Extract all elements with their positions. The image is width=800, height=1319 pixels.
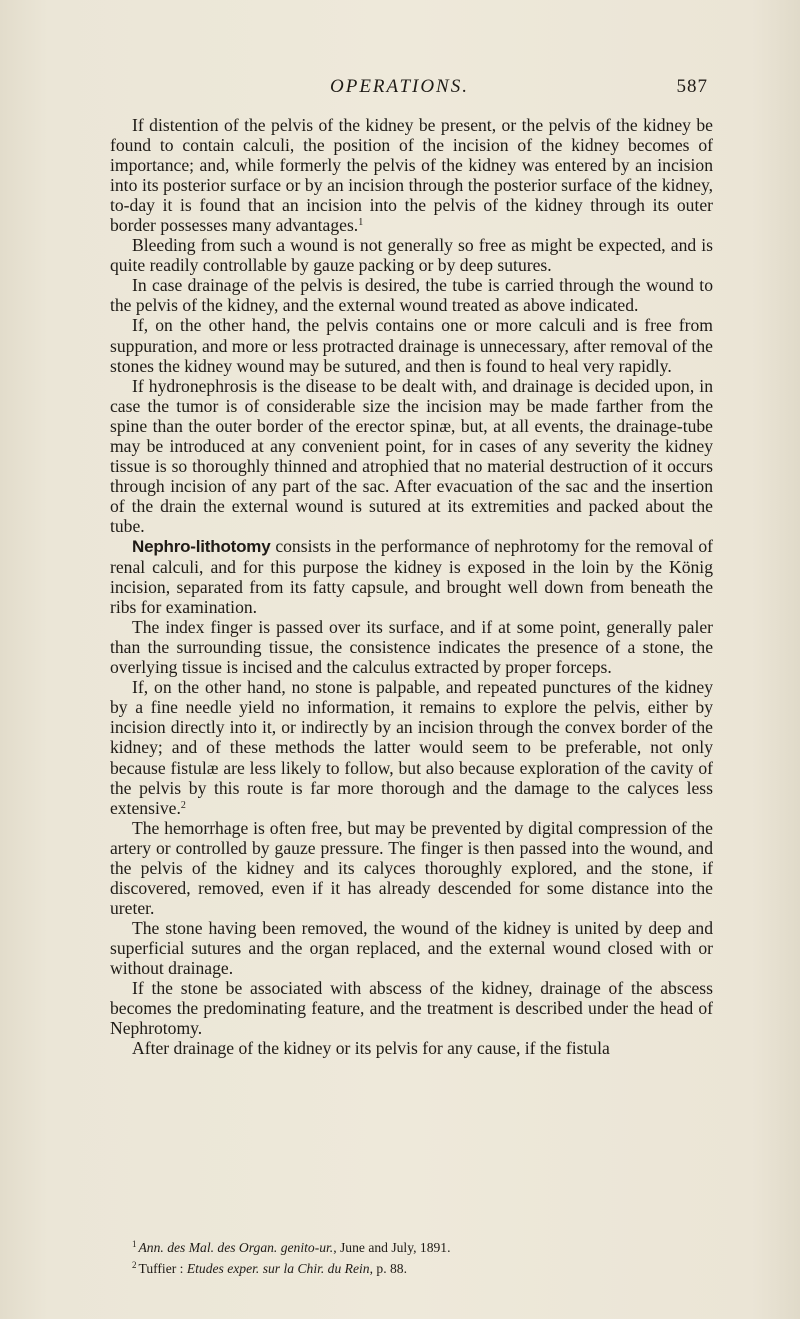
footnote-mark: 1 xyxy=(132,1239,137,1249)
paragraph-text: If, on the other hand, the pelvis contains one or more calculi and is free from suppuration, and more or less protracted drainage is unnecessary, after removal of the stones the kidney wound may be sutured, and then is found to heal very rapidly. xyxy=(110,315,713,376)
footnote-ref: 2 xyxy=(180,799,186,811)
paragraph xyxy=(110,235,713,275)
footnote-details: , June and July, 1891. xyxy=(333,1240,451,1255)
footnote xyxy=(110,1257,713,1278)
paragraph-text: In case drainage of the pelvis is desired, the tube is carried through the wound to the pelvis of the kidney, and the external wound treated as above indicated. xyxy=(110,275,713,316)
body-text xyxy=(110,115,713,1058)
paragraph-text: If the stone be associated with abscess of the kidney, drainage of the abscess becomes the predominating feature, and the treatment is described under the head of Nephrotomy. xyxy=(110,978,713,1039)
footnote-author: Tuffier : xyxy=(138,1260,187,1276)
paragraph-text: If, on the other hand, no stone is palpable, and repeated punctures of the kidney by a fine needle yield no information, it remains to explore the pelvis, either by incision directly into it, or indirectly by an incision through the convex border of the kidney; and of these methods the latter would seem to be preferable, not only because fistulæ are less likely to follow, but also because exploration of the cavity of the pelvis by this route is far more thorough and the damage to the calyces less extensive. xyxy=(110,677,713,818)
paragraph xyxy=(110,536,713,617)
paragraph-text: The index finger is passed over its surface, and if at some point, generally paler than the surrounding tissue, the consistence indicates the presence of a stone, the overlying tissue is incised and the calculus extracted by proper forceps. xyxy=(110,617,713,678)
paragraph xyxy=(110,275,713,315)
footnote-ref: 1 xyxy=(358,217,364,229)
paragraph xyxy=(110,115,713,235)
paragraph xyxy=(110,376,713,536)
paragraph xyxy=(110,617,713,677)
paragraph xyxy=(110,978,713,1038)
paragraph-text: The stone having been removed, the wound of the kidney is united by deep and superficial sutures and the organ replaced, and the external wound closed with or without drainage. xyxy=(110,917,713,978)
paragraph-text: The hemorrhage is often free, but may be prevented by digital compression of the artery or controlled by gauze pressure. The finger is then passed into the wound, and the pelvis of the kidney and its calyces thoroughly explored, and the stone, if discovered, removed, even if it has already descended for some distance into the ureter. xyxy=(110,817,713,918)
paragraph xyxy=(110,1038,713,1058)
section-run-in-heading: Nephro-lithotomy xyxy=(132,536,271,556)
footnote-details: , p. 88. xyxy=(369,1260,407,1276)
running-head xyxy=(0,76,800,100)
paragraph xyxy=(110,818,713,918)
footnote-source: Ann. des Mal. des Organ. genito-ur. xyxy=(138,1240,334,1255)
paragraph-text: consists in the performance of nephrotomy for the removal of renal calculi, and for this purpose the kidney is exposed in the loin by the König incision, separated from its fatty capsule, and brought well down from beneath the ribs for examination. xyxy=(110,535,713,618)
footnotes xyxy=(110,1236,713,1277)
paragraph-text: Bleeding from such a wound is not generally so free as might be expected, and is quite readily controllable by gauze packing or by deep sutures. xyxy=(110,235,713,276)
running-title: OPERATIONS. xyxy=(330,76,469,97)
footnote-source: Etudes exper. sur la Chir. du Rein xyxy=(186,1260,370,1276)
paragraph-text: If hydronephrosis is the disease to be dealt with, and drainage is decided upon, in case the tumor is of considerable size the incision may be made farther from the spine than the outer border of the erector spinæ, but, at all events, the drainage-tube may be introduced at any convenient point, for in cases of any severity the kidney tissue is so thoroughly thinned and atrophied that no material destruction of it occurs through incision of any part of the sac. After evacuation of the sac and the insertion of the drain the external wound is sutured at its extremities and packed about the tube. xyxy=(110,375,713,536)
paragraph xyxy=(110,677,713,817)
page-number: 587 xyxy=(676,76,708,97)
footnote xyxy=(110,1236,713,1257)
paragraph-text: If distention of the pelvis of the kidney be present, or the pelvis of the kidney be found to contain calculi, the position of the incision of the kidney becomes of importance; and, while formerly the pelvis of the kidney was entered by an incision into its posterior surface or by an incision through the posterior surface of the kidney, to-day it is found that an incision into the pelvis of the kidney through its outer border possesses many advantages. xyxy=(110,115,713,236)
paragraph xyxy=(110,918,713,978)
footnote-mark: 2 xyxy=(132,1259,137,1270)
paragraph-text: After drainage of the kidney or its pelvis for any cause, if the fistula xyxy=(132,1038,610,1059)
paragraph xyxy=(110,315,713,375)
